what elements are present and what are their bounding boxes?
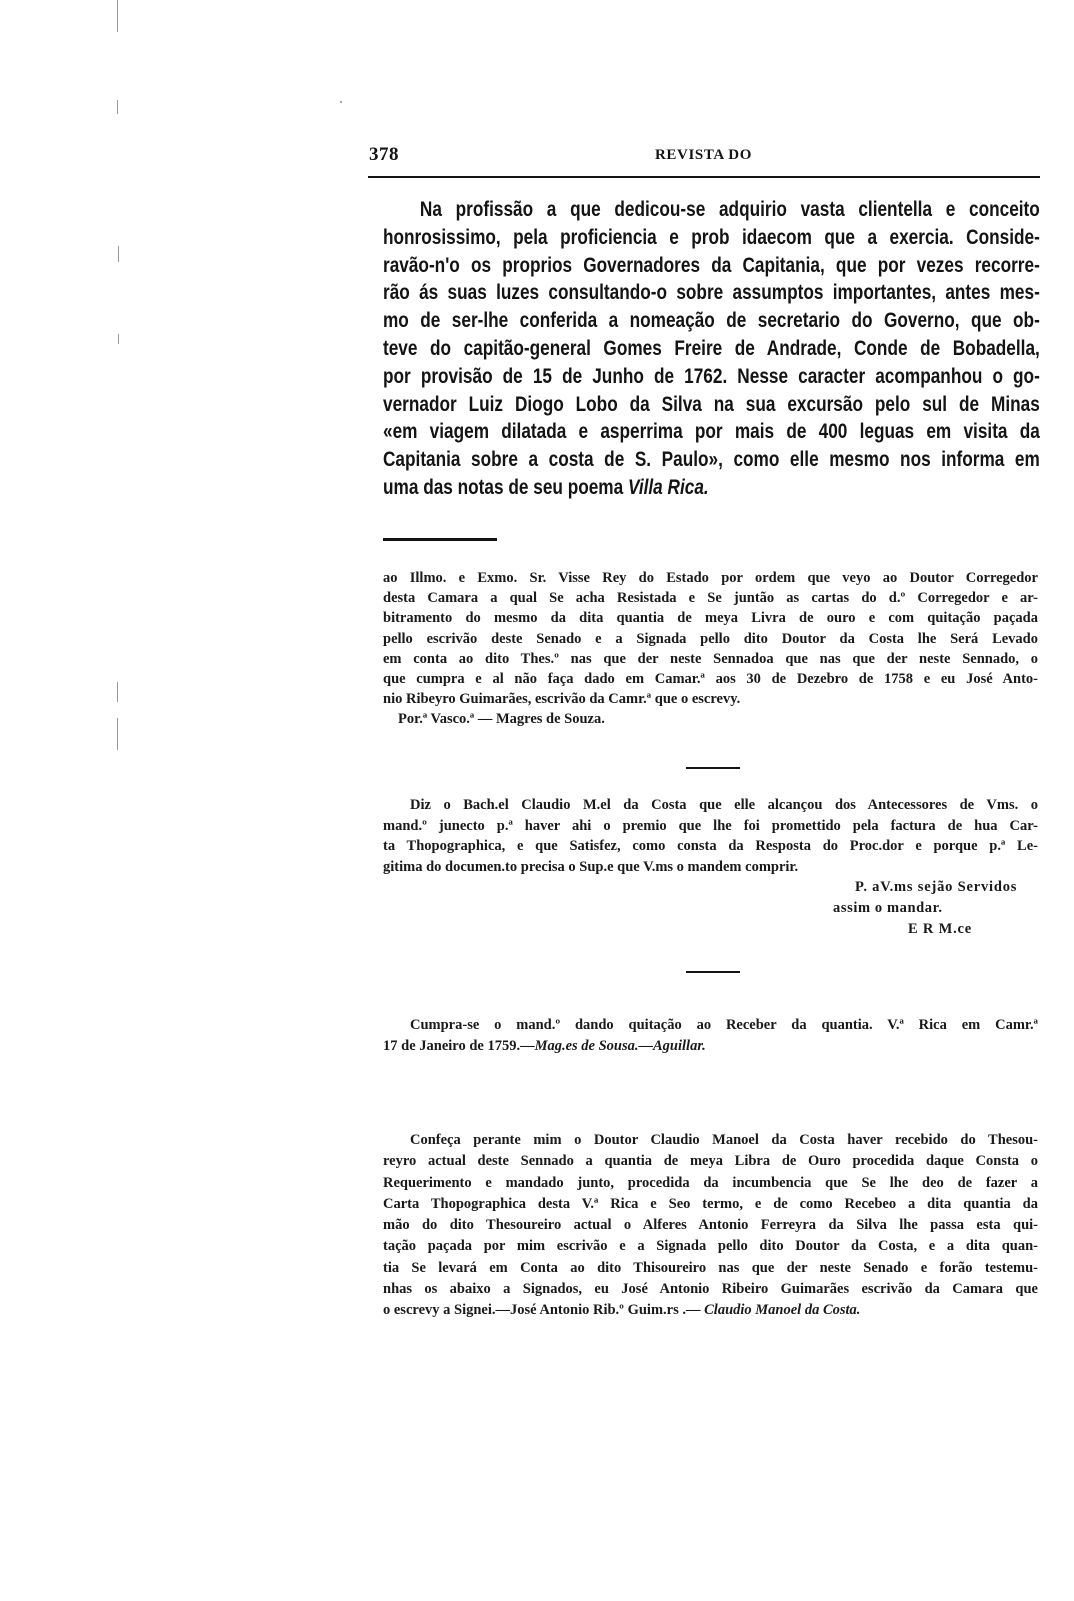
document-line: desta Camara a qual Se acha Resistada e Se juntão as cartas do d.º Corregedor e ar- [383, 590, 1038, 607]
scan-artifact [117, 100, 118, 114]
document-line: pello escrivão deste Senado e a Signada pello dito Doutor da Costa lhe Será Levado [383, 630, 1038, 647]
document-signatories: Mag.es de Sousa.—Aguillar. [534, 1037, 706, 1054]
paragraph-line: teve do capitão-general Gomes Freire de Andrade, Conde de Bobadella, [383, 336, 1040, 360]
document-line: gitima do documen.to precisa o Sup.e que V.ms o mandem comprir. [383, 858, 799, 875]
footnote-rule [383, 538, 497, 541]
document-transcript-4 [383, 1130, 1038, 1321]
paragraph-line-text: uma das notas de seu poema [383, 475, 628, 499]
paragraph-line: vernador Luiz Diogo Lobo da Silva na sua excursão pelo sul de Minas [383, 392, 1040, 416]
scan-artifact [340, 101, 342, 103]
paragraph-last-line [383, 474, 1040, 502]
section-divider [686, 767, 740, 769]
document-transcript-2 [383, 795, 1038, 939]
paragraph-line: rão ás suas luzes consultando-o sobre assumptos importantes, antes mes- [383, 281, 1040, 305]
document-last-line [383, 1300, 1038, 1321]
document-line: mão do dito Thesoureiro actual o Alferes Antonio Ferreyra da Silva lhe passa esta qui- [383, 1217, 1038, 1233]
poem-title: Villa Rica. [627, 475, 709, 499]
paragraph-line: ravão-n'o os proprios Governadores da Capitania, que por vezes recorre- [383, 253, 1040, 277]
document-line: tação paçada por mim escrivão e a Signada pello dito Doutor da Costa, e a dita quan- [383, 1238, 1038, 1255]
scan-artifact [117, 682, 118, 702]
document-line: mand.º junecto p.ª haver ahi o premio que lhe foi promettido pela factura de hua Car- [383, 817, 1038, 834]
document-closing-line: E R M.ce [908, 920, 972, 937]
document-line: nio Ribeyro Guimarães, escrivão da Camr.ª que o escrevy. [383, 691, 741, 708]
document-transcript-1 [383, 568, 1038, 730]
paragraph-line: por provisão de 15 de Junho de 1762. Nesse caracter acompanhou o go- [383, 364, 1040, 388]
document-line: Carta Thopographica desta V.ª Rica e Seo termo, e de como Recebeo a dita quantia da [383, 1195, 1038, 1212]
document-line: reyro actual deste Sennado a quantia de meya Libra de Ouro procedida daque Consta o [383, 1153, 1038, 1170]
document-closing-line: P. aV.ms sejão Servidos [855, 879, 1018, 896]
header-rule [368, 176, 1040, 178]
document-line: Confeça perante mim o Doutor Claudio Manoel da Costa haver recebido do Thesou- [410, 1132, 1038, 1148]
document-transcript-3 [383, 1015, 1038, 1056]
document-line-text: o escrevy a Signei.—José Antonio Rib.º Guim.rs .— [383, 1302, 705, 1318]
document-signature: Por.ª Vasco.ª — Magres de Souza. [398, 711, 605, 728]
document-closing-line: assim o mandar. [833, 899, 943, 916]
document-line: Requerimento e mandado junto, procedida da incumbencia que Se lhe deo de fazer a [383, 1174, 1038, 1191]
paragraph-line: honrosissimo, pela proficiencia e prob idaecom que a exercia. Conside- [383, 225, 1040, 249]
page-number: 378 [369, 144, 399, 165]
document-line: ao Illmo. e Exmo. Sr. Visse Rey do Estado por ordem que veyo ao Doutor Corregedor [383, 570, 1038, 586]
document-line: Cumpra-se o mand.º dando quitação ao Receber da quantia. V.ª Rica em Camr.ª [410, 1017, 1038, 1033]
document-last-line [383, 1036, 1038, 1057]
document-line: que cumpra e al não faça dado em Camar.ª aos 30 de Dezebro de 1758 e eu José Anto- [383, 670, 1038, 687]
scan-artifact [117, 718, 118, 750]
document-line-text: 17 de Janeiro de 1759.— [383, 1037, 535, 1054]
document-line: tia Se levará em Conta ao dito Thisoureiro nas que der neste Senado e forão testemu- [383, 1259, 1038, 1276]
document-line: ta Thopographica, e que Satisfez, como consta da Resposta do Proc.dor e porque p.ª Le- [383, 838, 1038, 855]
paragraph-line: Capitania sobre a costa de S. Paulo», como elle mesmo nos informa em [383, 448, 1040, 472]
scan-artifact [118, 334, 119, 344]
scan-artifact [117, 0, 118, 32]
paragraph-line: Na profissão a que dedicou-se adquirio vasta clientella e conceito [419, 198, 1040, 221]
section-divider [686, 971, 740, 973]
document-line: Diz o Bach.el Claudio M.el da Costa que elle alcançou dos Antecessores de Vms. o [410, 797, 1038, 813]
paragraph-line: mo de ser-lhe conferida a nomeação de secretario do Governo, que ob- [383, 309, 1040, 333]
main-paragraph [383, 196, 1040, 502]
running-head: REVISTA DO [655, 147, 752, 163]
document-signatory: Claudio Manoel da Costa. [704, 1302, 861, 1318]
scan-artifact [118, 246, 119, 262]
document-line: bitramento do mesmo da dita quantia de meya Livra de ouro e com quitação paçada [383, 610, 1038, 627]
document-line: nhas os abaixo a Signados, eu José Antonio Ribeiro Guimarães escrivão da Camara que [383, 1280, 1038, 1297]
document-line: em conta ao dito Thes.º nas que der neste Sennadoa que nas que der neste Sennado, o [383, 650, 1038, 667]
paragraph-line: «em viagem dilatada e asperrima por mais de 400 leguas em visita da [383, 420, 1040, 444]
